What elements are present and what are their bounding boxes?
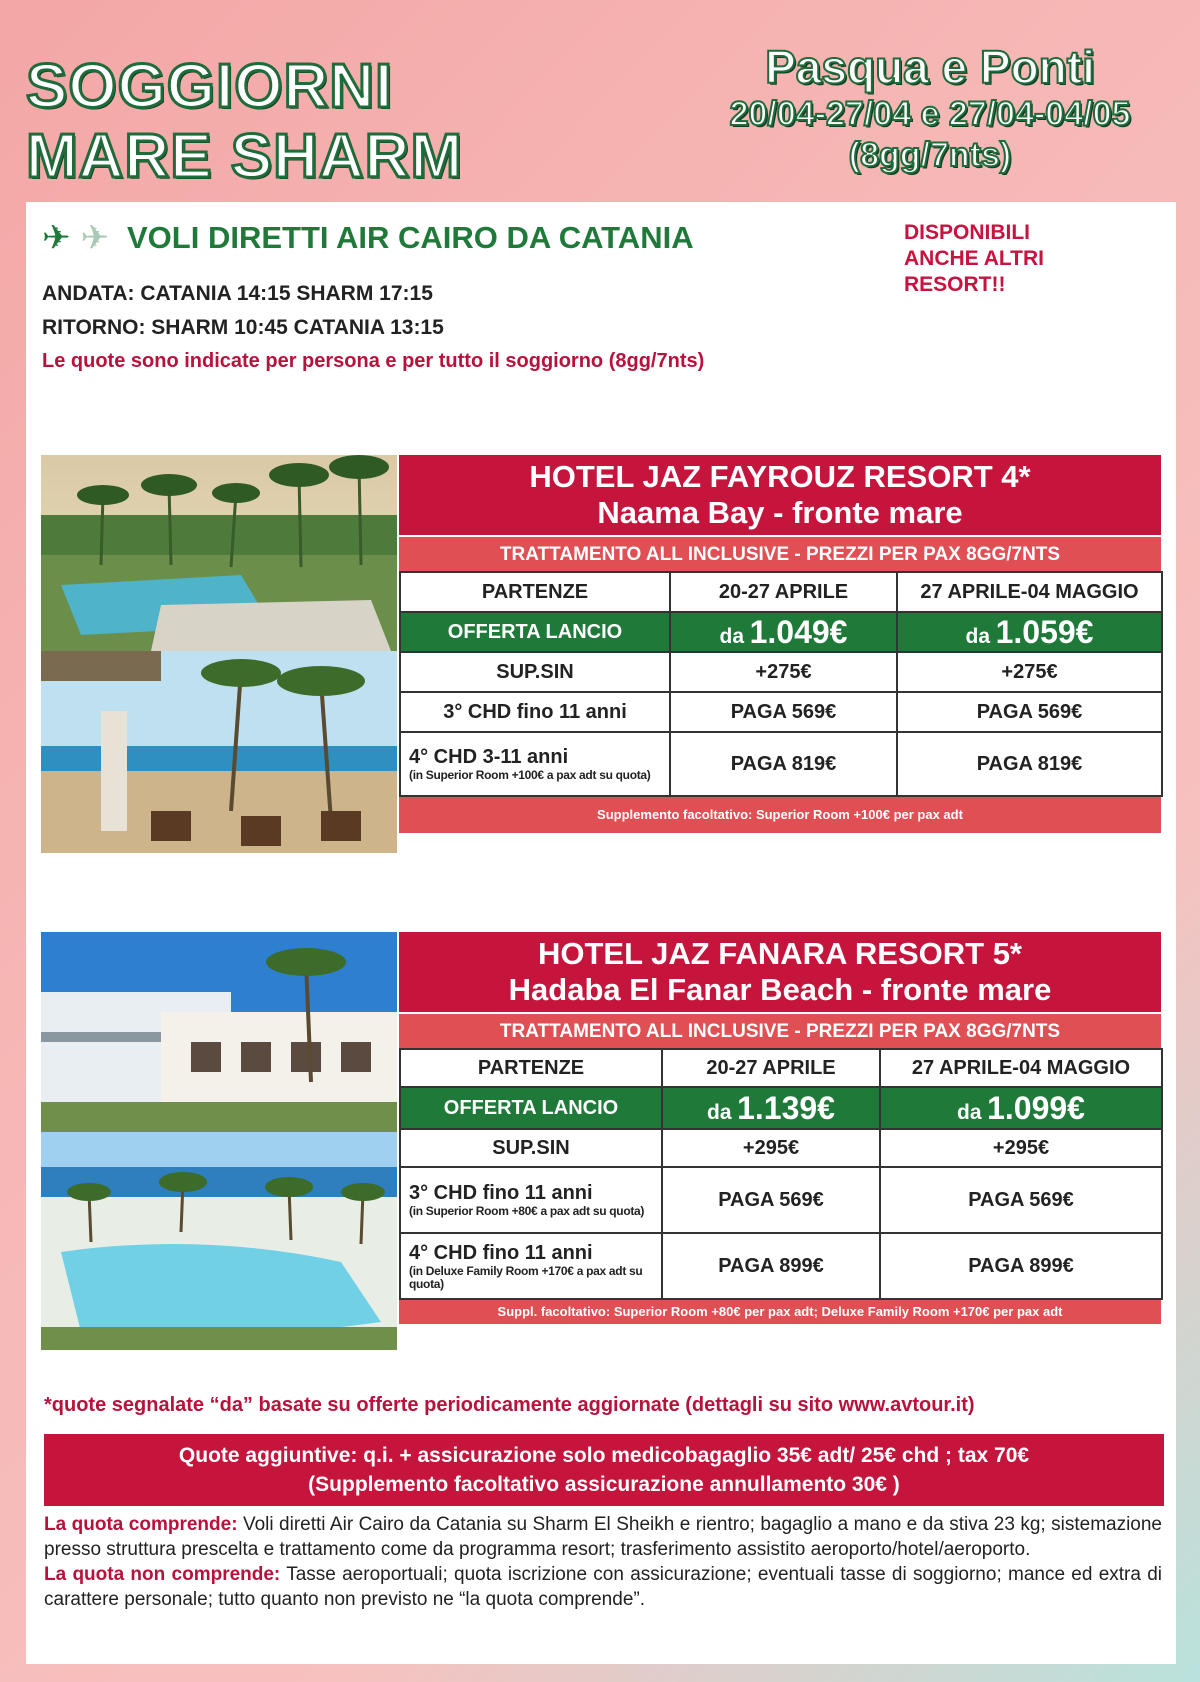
table-row [400, 1167, 1162, 1233]
table-row [400, 1233, 1162, 1299]
single-supplement-period1: +295€ [662, 1129, 880, 1167]
fourth-child-period1: PAGA 819€ [670, 732, 897, 796]
excludes-paragraph: La quota non comprende: Tasse aeroportuali; quota iscrizione con assicurazione; eventuali tasse di soggiorno; mance ed extra di carattere personale; tutto quanto non previsto ne “la quota comprende”. [44, 1564, 1163, 1610]
table-row [400, 692, 1162, 732]
offer-price-period1: da 1.139€ [662, 1087, 880, 1129]
hotel-photo-pool [41, 455, 397, 651]
main-title-line2: MARE SHARM [26, 122, 464, 191]
period-title-line1: Pasqua e Ponti [765, 41, 1095, 93]
single-supplement-period2: +275€ [897, 652, 1162, 692]
hotel-name: HOTEL JAZ FANARA RESORT 5* [538, 936, 1022, 971]
col-header-period2: 27 APRILE-04 MAGGIO [880, 1049, 1162, 1087]
hotel-title [399, 932, 1161, 1012]
additional-fees [44, 1434, 1164, 1506]
hotel-title [399, 455, 1161, 535]
inclusions [44, 1512, 1162, 1612]
single-supplement-label: SUP.SIN [400, 652, 670, 692]
table-row [400, 732, 1162, 796]
flight-return: RITORNO: SHARM 10:45 CATANIA 13:15 [42, 316, 444, 339]
offer-price-period1: da 1.049€ [670, 612, 897, 652]
col-header-period1: 20-27 APRILE [662, 1049, 880, 1087]
hotel-location: Hadaba El Fanar Beach - fronte mare [508, 972, 1052, 1007]
other-resorts-line2: ANCHE ALTRI [904, 247, 1044, 270]
period-title [680, 40, 1180, 176]
col-header-departures: PARTENZE [400, 1049, 662, 1087]
hotel-photo-pool [41, 1132, 397, 1350]
price-note: Le quote sono indicate per persona e per tutto il soggiorno (8gg/7nts) [42, 350, 705, 372]
third-child-period2: PAGA 569€ [897, 692, 1162, 732]
period-dates: 20/04-27/04 e 27/04-04/05 [729, 95, 1131, 133]
hotel-location: Naama Bay - fronte mare [597, 495, 963, 530]
main-title-line1: SOGGIORNI [26, 52, 394, 121]
other-resorts-note [904, 220, 1124, 298]
table-row [400, 1087, 1162, 1129]
offer-price-period2: da 1.099€ [880, 1087, 1162, 1129]
offer-price-period2: da 1.059€ [897, 612, 1162, 652]
fourth-child-label: 4° CHD 3-11 anni (in Superior Room +100€ a pax adt su quota) [400, 732, 670, 796]
table-row [400, 1049, 1162, 1087]
col-header-period2: 27 APRILE-04 MAGGIO [897, 572, 1162, 612]
hotel-photo-terrace [41, 651, 397, 853]
other-resorts-line3: RESORT!! [904, 273, 1006, 296]
hotel-info [399, 455, 1161, 833]
single-supplement-period2: +295€ [880, 1129, 1162, 1167]
table-row [400, 572, 1162, 612]
price-disclaimer: *quote segnalate “da” basate su offerte periodicamente aggiornate (dettagli su sito www.avtour.it) [44, 1394, 975, 1416]
hotel-supplement: Supplemento facoltativo: Superior Room +100€ per pax adt [399, 797, 1161, 833]
hotel-card-fanara [41, 932, 1161, 1350]
third-child-period1: PAGA 569€ [662, 1167, 880, 1233]
table-row [400, 652, 1162, 692]
additional-fees-line1: Quote aggiuntive: q.i. + assicurazione solo medicobagaglio 35€ adt/ 25€ chd ; tax 70€ [178, 1444, 1030, 1467]
flight-title: VOLI DIRETTI AIR CAIRO DA CATANIA [127, 220, 694, 255]
table-row [400, 612, 1162, 652]
hotel-name: HOTEL JAZ FAYROUZ RESORT 4* [529, 459, 1031, 494]
third-child-period1: PAGA 569€ [670, 692, 897, 732]
price-table [399, 1048, 1163, 1300]
fourth-child-period2: PAGA 819€ [897, 732, 1162, 796]
single-supplement-label: SUP.SIN [400, 1129, 662, 1167]
col-header-departures: PARTENZE [400, 572, 670, 612]
hotel-treatment: TRATTAMENTO ALL INCLUSIVE - PREZZI PER PAX 8GG/7NTS [399, 535, 1161, 571]
offer-label: OFFERTA LANCIO [400, 612, 670, 652]
fourth-child-label: 4° CHD fino 11 anni (in Deluxe Family Room +170€ a pax adt su quota) [400, 1233, 662, 1299]
flight-header [42, 220, 694, 256]
main-title [26, 52, 463, 192]
price-table [399, 571, 1163, 797]
content-panel [26, 202, 1176, 1664]
hotel-photos [41, 455, 397, 853]
table-row [400, 1129, 1162, 1167]
third-child-period2: PAGA 569€ [880, 1167, 1162, 1233]
third-child-label: 3° CHD fino 11 anni (in Superior Room +80€ a pax adt su quota) [400, 1167, 662, 1233]
includes-paragraph: La quota comprende: Voli diretti Air Cairo da Catania su Sharm El Sheikh e rientro; bagaglio a mano e da stiva 23 kg; sistemazione presso struttura prescelta e trattamento come da programma resort; trasferimento assistito aeroporto/hotel/aeroporto. [44, 1514, 1163, 1560]
hotel-treatment: TRATTAMENTO ALL INCLUSIVE - PREZZI PER PAX 8GG/7NTS [399, 1012, 1161, 1048]
plane-icon: ✈ [42, 219, 71, 257]
offer-label: OFFERTA LANCIO [400, 1087, 662, 1129]
hotel-supplement: Suppl. facoltativo: Superior Room +80€ per pax adt; Deluxe Family Room +170€ per pax adt [399, 1300, 1161, 1324]
col-header-period1: 20-27 APRILE [670, 572, 897, 612]
additional-fees-line2: (Supplemento facoltativo assicurazione annullamento 30€ ) [308, 1473, 900, 1496]
flight-outbound: ANDATA: CATANIA 14:15 SHARM 17:15 [42, 282, 433, 305]
hotel-card-fayrouz [41, 455, 1161, 853]
single-supplement-period1: +275€ [670, 652, 897, 692]
hotel-info [399, 932, 1161, 1324]
fourth-child-period2: PAGA 899€ [880, 1233, 1162, 1299]
fourth-child-period1: PAGA 899€ [662, 1233, 880, 1299]
hotel-photo-building [41, 932, 397, 1132]
third-child-label: 3° CHD fino 11 anni [400, 692, 670, 732]
other-resorts-line1: DISPONIBILI [904, 221, 1031, 244]
plane-icon: ✈ [80, 219, 109, 257]
hotel-photos [41, 932, 397, 1350]
period-duration: (8gg/7nts) [848, 136, 1012, 174]
